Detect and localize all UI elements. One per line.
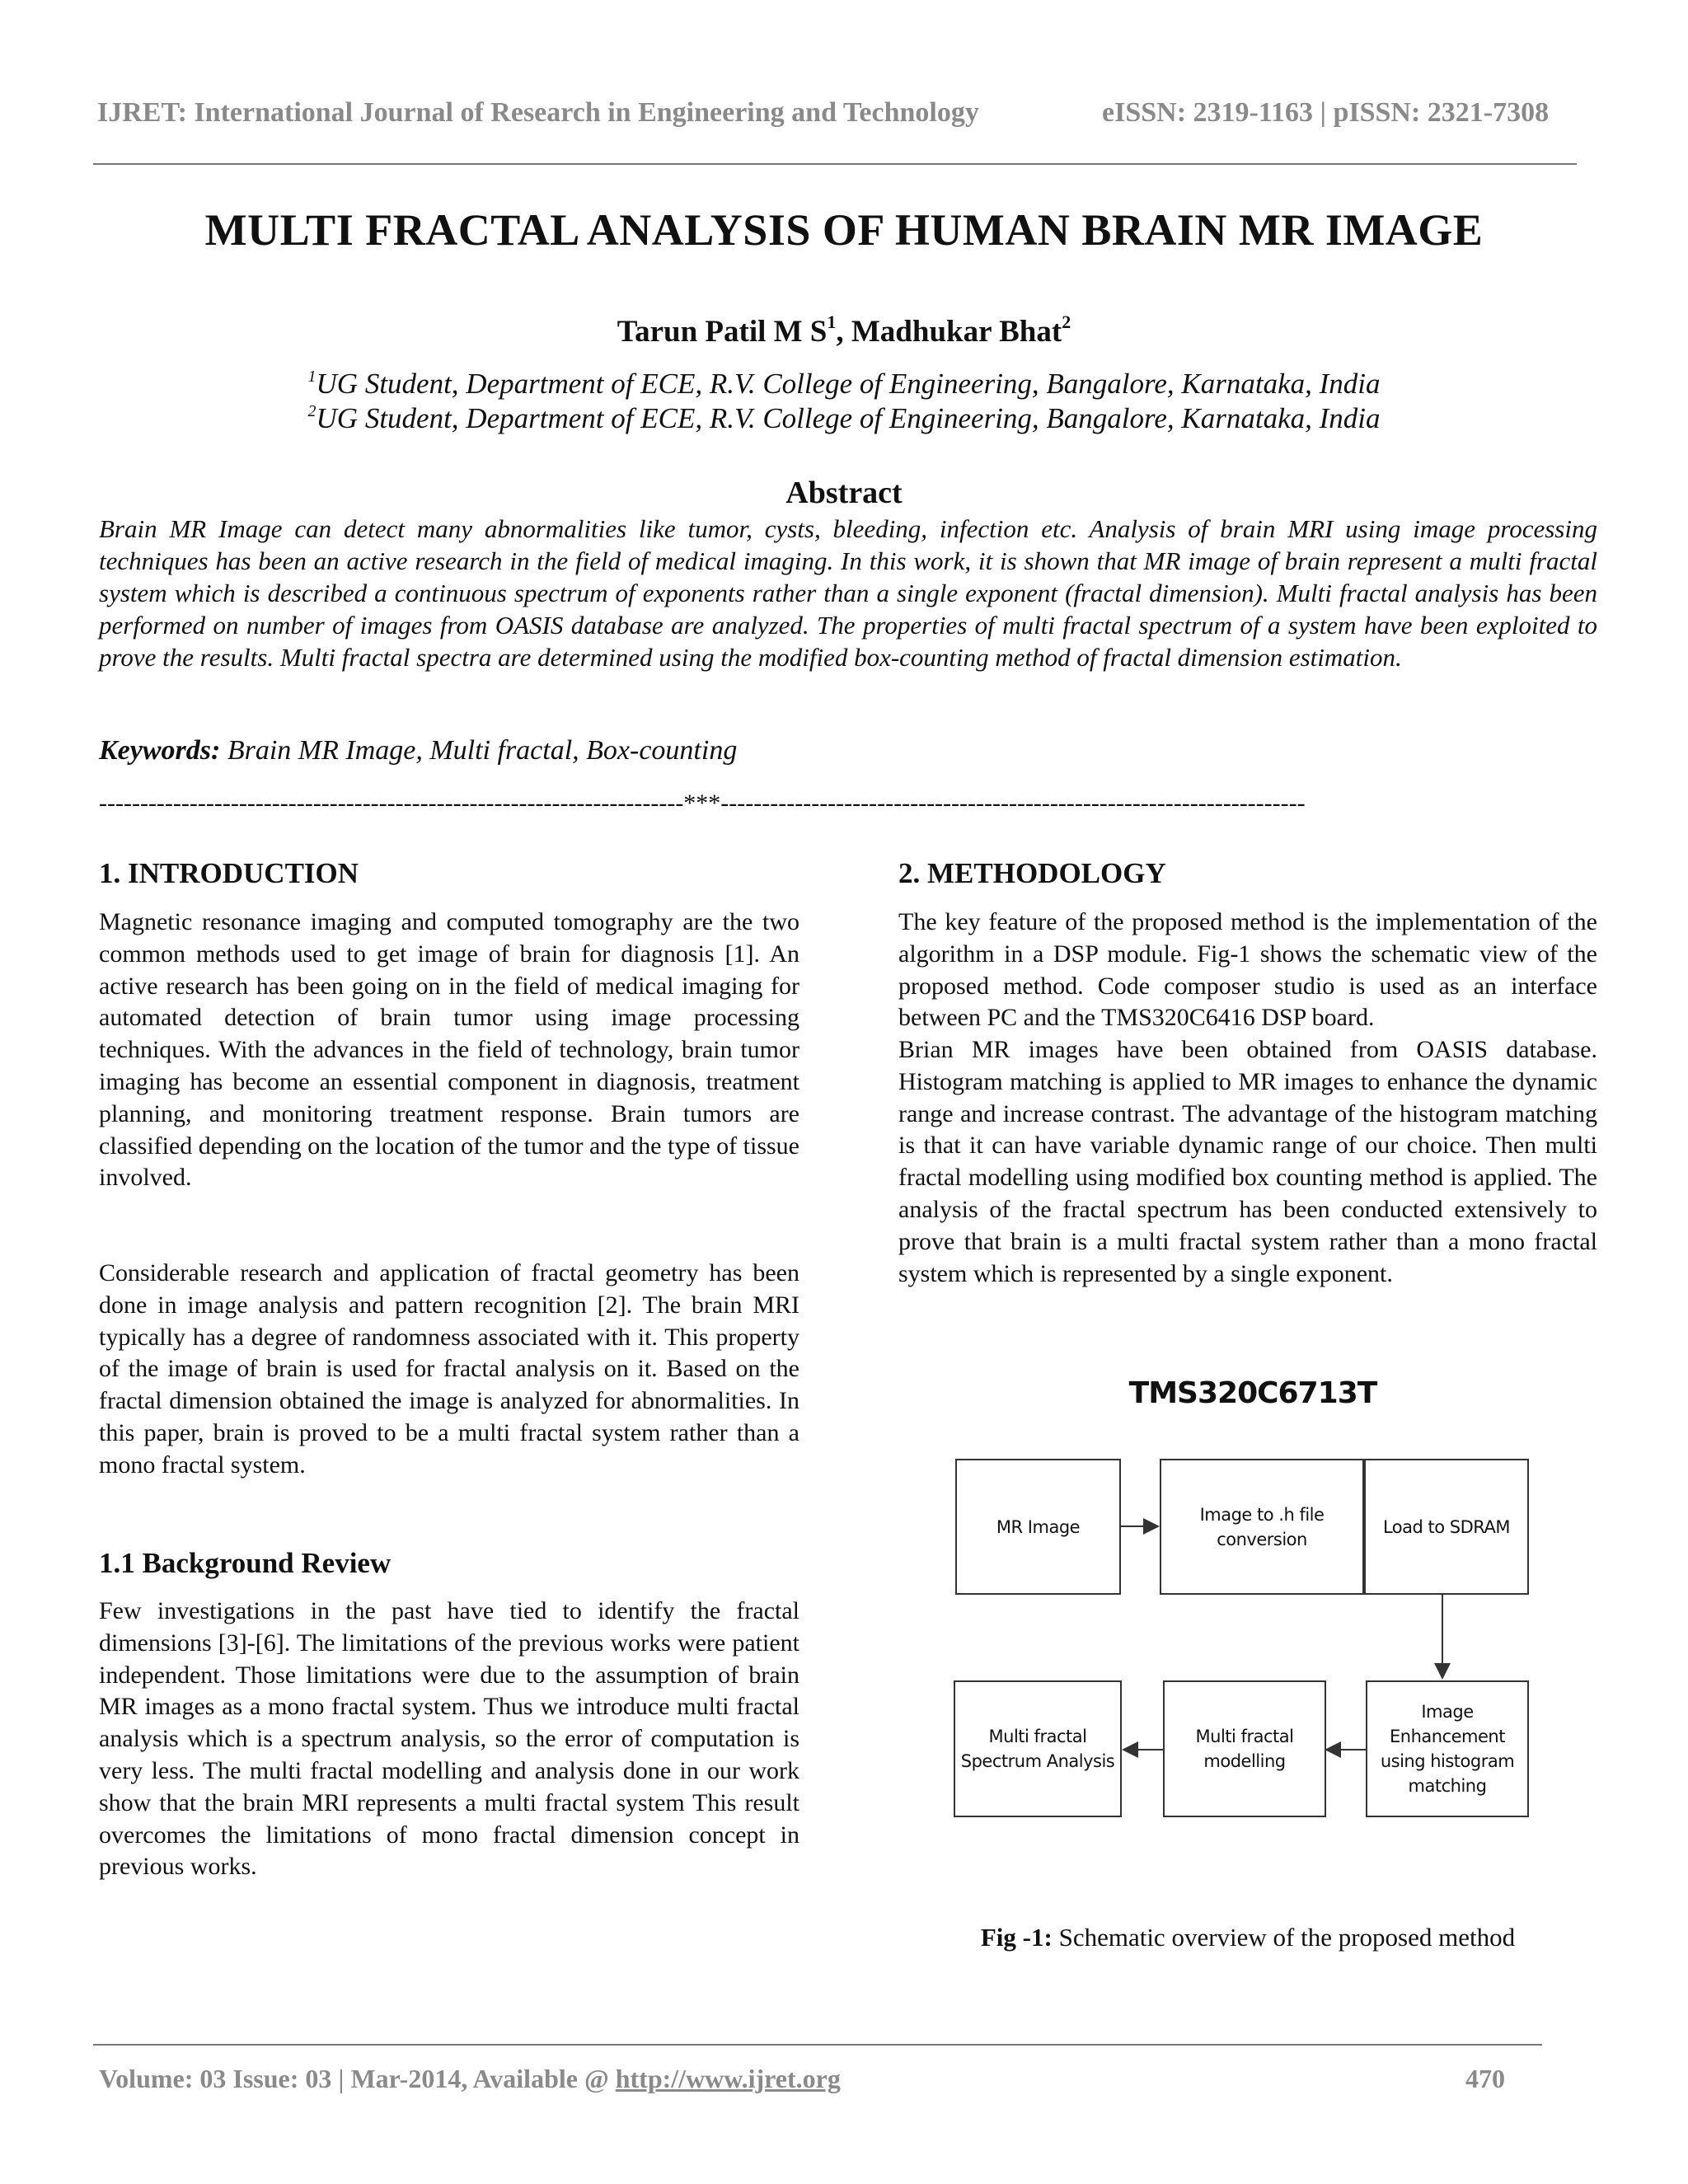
abstract-text: Brain MR Image can detect many abnormalities like tumor, cysts, bleeding, infection etc. Analysis of brain MRI using image processing techniques has been an active research in the field of medical imaging. In this work, it is shown that MR image of brain represent a multi fractal system which is described a continuous spectrum of exponents rather than a single exponent (fractal dimension). Multi fractal analysis has been performed on number of images from OASIS database are analyzed. The properties of multi fractal spectrum of a system have been exploited to prove the results. Multi fractal spectra are determined using the modified box-counting method of fractal dimension estimation. <box>99 514 1597 672</box>
figure-caption-text: Schematic overview of the proposed method <box>1052 1923 1516 1952</box>
abstract-heading: Abstract <box>785 476 903 510</box>
author-1: Tarun Patil M S <box>617 315 828 349</box>
keywords <box>99 735 737 766</box>
affiliation-1-sup: 1 <box>307 368 316 386</box>
page-number: 470 <box>1465 2064 1505 2093</box>
keywords-text: Brain MR Image, Multi fractal, Box-counting <box>220 735 738 766</box>
author-separator: , <box>836 315 851 349</box>
affiliation-1 <box>0 368 1688 401</box>
paper-title: MULTI FRACTAL ANALYSIS OF HUMAN BRAIN MR IMAGE <box>204 205 1484 255</box>
authors <box>0 312 1688 349</box>
box-mr-image: MR Image <box>955 1459 1121 1595</box>
box-load-sdram: Load to SDRAM <box>1364 1459 1529 1595</box>
box-h-conversion: Image to .h file conversion <box>1160 1459 1364 1595</box>
methodology-paragraph-2: Brian MR images have been obtained from OASIS database. Histogram matching is applied to MR images to enhance the dynamic range and increase contrast. The advantage of the histogram matching is that it can have variable dynamic range of our choice. Then multi fractal modelling using modified box counting method is applied. The analysis of the fractal spectrum has been conducted extensively to prove that brain is a multi fractal system rather than a mono fractal system which is represented by a single exponent. <box>898 1036 1597 1287</box>
box-spectrum-analysis: Multi fractal Spectrum Analysis <box>954 1680 1122 1817</box>
footer-rule <box>93 2044 1542 2046</box>
background-heading: 1.1 Background Review <box>99 1547 392 1579</box>
box-multifractal-modelling: Multi fractal modelling <box>1163 1680 1326 1817</box>
figure-title: TMS320C6713T <box>1128 1376 1377 1410</box>
box-image-enhancement: Image Enhancement using histogram matching <box>1366 1680 1529 1817</box>
footer-volume-text: Volume: 03 Issue: 03 | Mar-2014, Available @ <box>99 2064 616 2093</box>
methodology-paragraph-1: The key feature of the proposed method is the implementation of the algorithm in a DSP module. Fig-1 shows the schematic view of the proposed method. Code composer studio is used as an interface between PC and the TMS320C6416 DSP board. <box>898 908 1597 1032</box>
author-2-sup: 2 <box>1062 312 1071 332</box>
keywords-label: Keywords: <box>99 735 221 766</box>
affiliation-2-text: UG Student, Department of ECE, R.V. College of Engineering, Bangalore, Karnataka, India <box>316 402 1381 434</box>
author-1-sup: 1 <box>827 312 837 332</box>
journal-link[interactable]: http://www.ijret.org <box>615 2064 841 2093</box>
background-paragraph: Few investigations in the past have tied to identify the fractal dimensions [3]-[6]. The limitations of the previous works were patient independent. Those limitations were due to the assumption of brain MR images as a mono fractal system. Thus we introduce multi fractal analysis which is a spectrum analysis, so the error of computation is very less. The multi fractal modelling and analysis done in our work show that the brain MRI represents a multi fractal system This result overcomes the limitations of mono fractal dimension concept in previous works. <box>99 1597 799 1881</box>
author-2: Madhukar Bhat <box>851 315 1062 349</box>
section-separator: -----------------------------------------------------------------------***----------------------------------------------------------------------- <box>99 790 1306 817</box>
issn-header: eISSN: 2319-1163 | pISSN: 2321-7308 <box>1102 97 1550 128</box>
methodology-heading: 2. METHODOLOGY <box>898 857 1166 889</box>
figure-caption <box>898 1923 1597 1952</box>
intro-paragraph-2: Considerable research and application of fractal geometry has been done in image analysis and pattern recognition [2]. The brain MRI typically has a degree of randomness associated with it. This property of the image of brain is used for fractal analysis on it. Based on the fractal dimension obtained the image is analyzed for abnormalities. In this paper, brain is proved to be a multi fractal system rather than a mono fractal system. <box>99 1259 799 1479</box>
affiliation-2-sup: 2 <box>307 402 316 420</box>
journal-header: IJRET: International Journal of Research in Engineering and Technology <box>97 97 979 128</box>
footer-volume <box>99 2064 841 2094</box>
affiliation-2 <box>0 402 1688 435</box>
intro-paragraph-1: Magnetic resonance imaging and computed tomography are the two common methods used to get image of brain for diagnosis [1]. An active research has been going on in the field of medical imaging for automated detection of brain tumor using image processing techniques. With the advances in the field of technology, brain tumor imaging has become an essential component in diagnosis, treatment planning, and monitoring treatment response. Brain tumors are classified depending on the location of the tumor and the type of tissue involved. <box>99 908 799 1192</box>
affiliation-1-text: UG Student, Department of ECE, R.V. College of Engineering, Bangalore, Karnataka, India <box>316 368 1381 400</box>
intro-heading: 1. INTRODUCTION <box>99 857 359 889</box>
header-rule <box>93 163 1577 165</box>
figure-caption-label: Fig -1: <box>980 1923 1053 1952</box>
